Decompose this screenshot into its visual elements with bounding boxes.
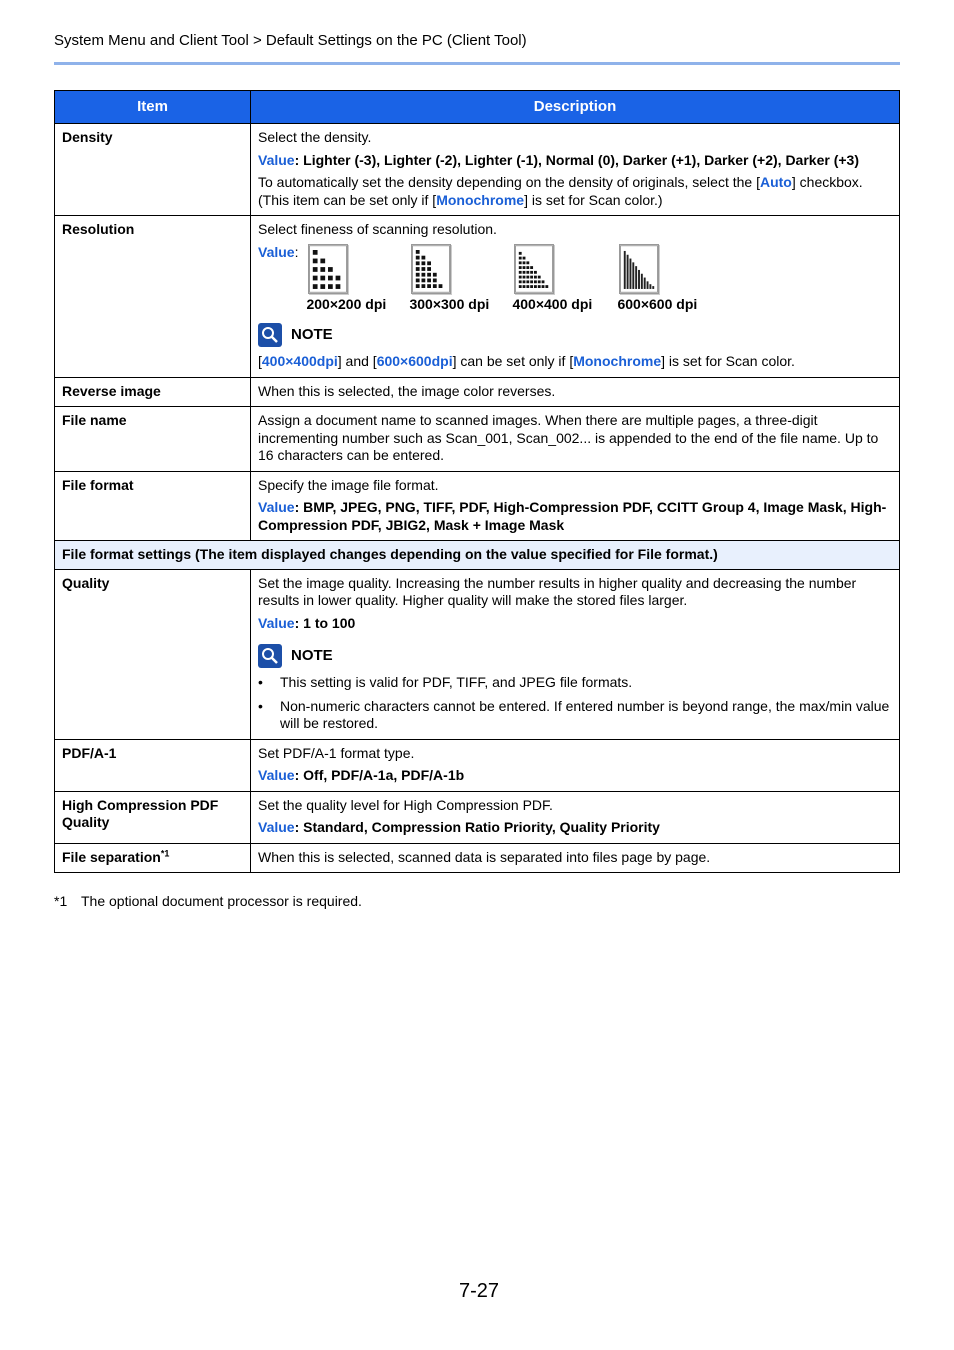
resolution-illustrations [306,244,717,314]
note-magnifier-icon [258,323,282,347]
resolution-line: Select fineness of scanning resolution. [258,221,497,237]
row-item-density: Density [55,124,251,216]
table-row [55,377,900,407]
value-label: Value [258,614,295,631]
hc-pdf-line: Set the quality level for High Compression PDF. [258,796,553,813]
table-header-row [55,91,900,124]
section-file-format-settings: File format settings (The item displayed changes depending on the value specified for File format.) [55,541,900,570]
page-breadcrumb: System Menu and Client Tool > Default Settings on the PC (Client Tool) [54,32,527,49]
resolution-option [512,244,617,314]
row-item-pdfa: PDF/A-1 [55,739,251,791]
row-desc-file-name: Assign a document name to scanned images. When there are multiple pages, a three-digit incrementing number such as Scan_001, Scan_002... is appended to the end of the file name. Up to 16 characters can be entered. [251,407,900,472]
footnote-ref: *1 [160,847,170,858]
resolution-option [306,244,409,314]
value-text: : Standard, Compression Ratio Priority, Quality Priority [294,819,660,835]
row-item-quality: Quality [55,569,251,739]
quality-value [258,615,891,633]
monochrome-link: Monochrome [436,191,525,208]
value-label: Value [258,499,295,515]
note-bullet [258,698,891,733]
resolution-option [617,244,717,314]
400dpi-link: 400×400dpi [261,353,338,369]
settings-table [54,90,900,873]
row-item-resolution: Resolution [55,216,251,378]
resolution-value [258,244,298,262]
row-desc-pdfa [251,739,900,791]
table-row [55,569,900,739]
table-row [55,124,900,216]
note-magnifier-icon [258,644,282,668]
resolution-option-label: 600×600 dpi [617,295,698,312]
resolution-option [409,244,512,314]
density-600-icon [619,244,659,294]
value-text: : 1 to 100 [294,614,356,631]
value-text: : Off, PDF/A-1a, PDF/A-1b [294,767,465,783]
value-label: Value [258,151,295,168]
row-item-file-name: File name [55,407,251,472]
file-format-value [258,499,891,534]
value-label: Value [258,767,295,783]
value-colon: : [294,243,299,260]
text-span: ] and [ [337,353,377,369]
table-row [55,471,900,541]
value-label: Value [258,243,295,260]
footnote [54,893,362,909]
footnote-text: The optional document processor is required. [81,893,362,909]
density-line: Select the density. [258,129,372,145]
row-item-file-separation [55,843,251,873]
note-bullet [258,674,891,692]
row-desc-file-separation: When this is selected, scanned data is separated into files page by page. [251,843,900,873]
density-400-icon [514,244,554,294]
resolution-note-text [258,353,891,371]
text-span: ] is set for Scan color.) [524,191,663,208]
table-row [55,843,900,873]
note-label: NOTE [291,326,333,344]
bullet-dot: • [258,697,263,714]
600dpi-link: 600×600dpi [376,353,453,369]
note-heading [258,644,891,668]
footnote-mark: *1 [54,893,68,909]
row-desc-reverse-image: When this is selected, the image color reverses. [251,377,900,407]
text-span: To automatically set the density depending on the density of originals, select the [ [258,174,760,190]
row-item-hc-pdf-quality: High Compression PDF Quality [55,791,251,843]
bullet-text: Non-numeric characters cannot be entered. If entered number is beyond range, the max/min value will be restored. [280,697,890,731]
row-desc-hc-pdf-quality [251,791,900,843]
monochrome-link: Monochrome [573,353,662,369]
note-label: NOTE [291,647,333,665]
value-text: : BMP, JPEG, PNG, TIFF, PDF, High-Compression PDF, CCITT Group 4, Image Mask, High-Compression PDF, JBIG2, Mask + Image Mask [258,499,887,533]
table-row [55,407,900,472]
density-300-icon [411,244,451,294]
value-label: Value [258,819,295,835]
resolution-option-label: 300×300 dpi [409,295,490,312]
page-number: 7-27 [459,1280,500,1302]
section-row [55,541,900,570]
resolution-option-label: 200×200 dpi [306,295,387,312]
table-row [55,216,900,378]
bullet-dot: • [258,674,263,690]
text-span: [ [258,353,262,369]
row-item-reverse-image: Reverse image [55,377,251,407]
text-span: ] is set for Scan color. [661,353,795,369]
text-span: ] checkbox. (This item can be set only if [ [258,174,863,208]
density-auto-note [258,174,891,209]
header-divider [54,62,900,65]
density-value [258,152,891,170]
file-format-line: Specify the image file format. [258,476,439,493]
density-200-icon [308,244,348,294]
note-heading [258,323,891,347]
auto-link: Auto [759,174,792,190]
row-desc-file-format [251,471,900,541]
row-desc-resolution [251,216,900,378]
text-span: ] can be set only if [ [452,353,574,369]
column-header-description: Description [251,91,900,124]
quality-line: Set the image quality. Increasing the number results in higher quality and decreasing the number results in lower quality. Higher quality will make the stored files larger. [258,574,857,608]
pdfa-line: Set PDF/A-1 format type. [258,744,415,761]
row-desc-density [251,124,900,216]
table-row [55,791,900,843]
bullet-text: This setting is valid for PDF, TIFF, and JPEG file formats. [280,674,633,690]
row-desc-quality [251,569,900,739]
row-item-file-format: File format [55,471,251,541]
column-header-item: Item [55,91,251,124]
item-label: File separation [62,848,161,865]
table-row [55,739,900,791]
value-text: : Lighter (-3), Lighter (-2), Lighter (-1), Normal (0), Darker (+1), Darker (+2), Darker (+3) [294,151,859,168]
resolution-option-label: 400×400 dpi [512,295,593,312]
resolution-options [258,244,891,314]
pdfa-value [258,767,891,785]
hc-pdf-value [258,819,891,837]
